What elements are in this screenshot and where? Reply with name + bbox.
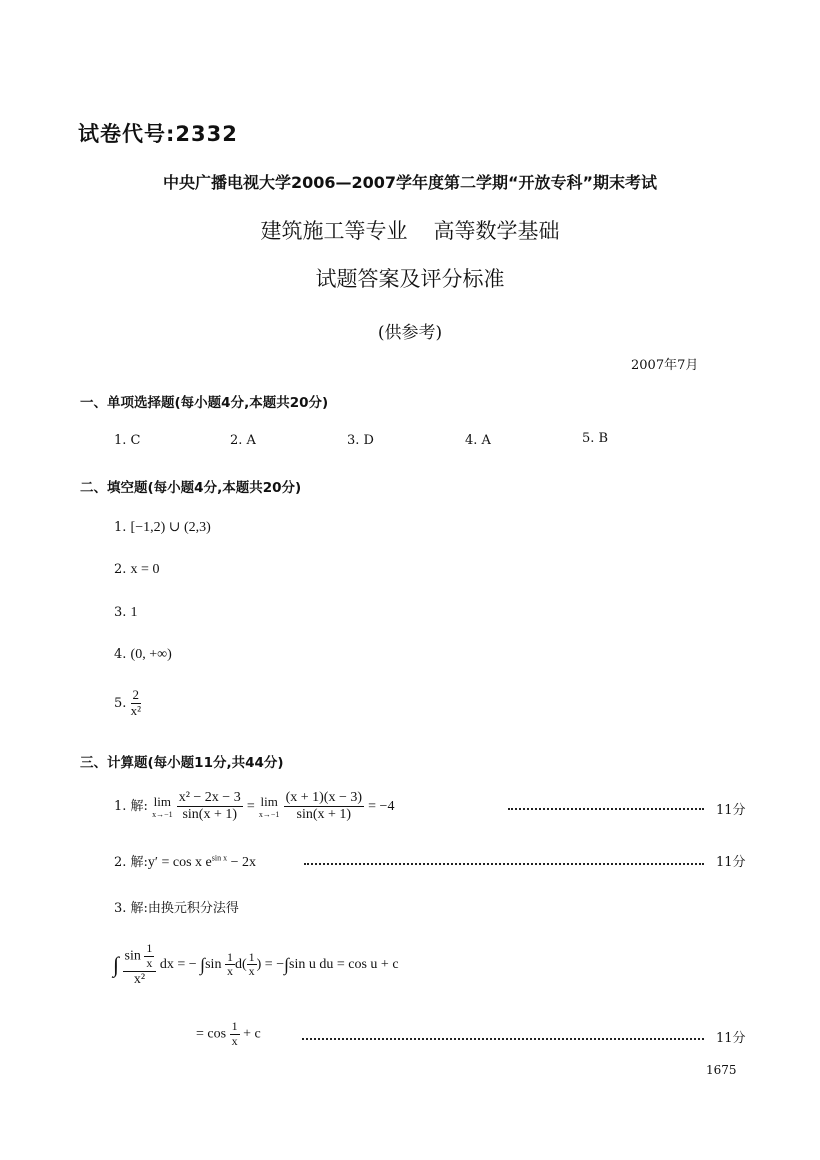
exam-date: 2007年7月 — [631, 358, 699, 373]
score-q3: 11分 — [716, 1031, 746, 1046]
score-q1: 11分 — [716, 803, 746, 818]
score-q2: 11分 — [716, 855, 746, 870]
calc-answer-3-line2: = cos $\frac{1}{x}$ + c — [196, 1019, 261, 1048]
fill-answer-1: 1. [−1,2) ∪ (2,3) — [114, 520, 211, 535]
leader-dots — [304, 863, 704, 865]
section2-title: 二、填空题(每小题4分,本题共20分) — [80, 480, 302, 496]
leader-dots — [508, 808, 704, 810]
exam-title: 中央广播电视大学2006—2007学年度第二学期“开放专科”期末考试 — [162, 173, 658, 192]
major-name: 建筑施工等专业 — [260, 219, 408, 243]
fill-answer-5: 5. $\frac{2}{\text{x²}}$ — [114, 687, 141, 718]
choice-answer: 1. C — [114, 433, 141, 448]
course-name: 高等数学基础 — [433, 219, 560, 243]
paper-code: 试卷代号:2332 — [78, 122, 238, 146]
section3-title: 三、计算题(每小题11分,共44分) — [80, 755, 284, 771]
choice-answer: 3. D — [347, 433, 374, 448]
page-number: 1675 — [706, 1063, 737, 1077]
reference-note: (供参考) — [377, 323, 443, 343]
calc-answer-3-intro: 3. 解:由换元积分法得 — [114, 901, 239, 916]
course-line — [0, 215, 820, 245]
section1-title: 一、单项选择题(每小题4分,本题共20分) — [80, 395, 329, 411]
calc-answer-1: 1. 解: lim x→−1 $\frac{\text{x² − 2x − 3}}{\sin(x + 1)}$ = lim x→−1 $\frac{(x + 1)(x - 3)}{\sin(x + 1)}$ = −4 — [114, 790, 395, 823]
fill-answer-2: 2. x = 0 — [114, 562, 160, 577]
fill-answer-4: 4. (0, +∞) — [114, 647, 172, 662]
choice-answer: 2. A — [230, 433, 256, 448]
calc-answer-3-line1: ∫ sin $\frac{1}{x}$ x² dx = − ∫sin $\frac{1}{x}$ d( $\frac{1}{x}$ ) = −∫sin u du = cos u + c — [113, 941, 399, 987]
leader-dots — [302, 1038, 704, 1040]
fill-answer-3: 3. 1 — [114, 605, 138, 620]
document-title: 试题答案及评分标准 — [315, 267, 505, 291]
choice-answer: 4. A — [465, 433, 491, 448]
calc-answer-2: 2. 解:y′ = cos x $e^{sin x} - 2x$ — [114, 853, 257, 870]
choice-answer: 5. B — [582, 431, 609, 446]
